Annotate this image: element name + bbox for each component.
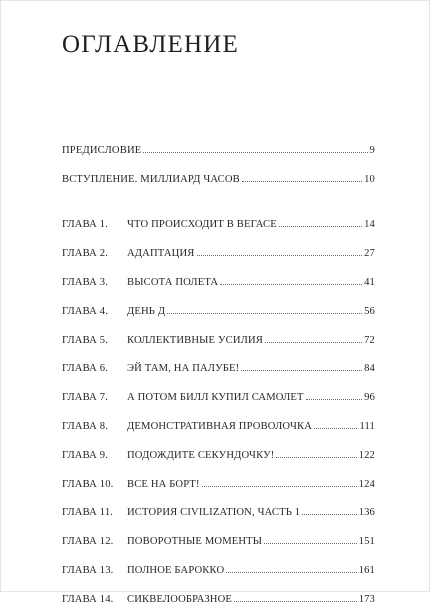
toc-entry-chapter-4 [62, 288, 375, 317]
dot-leader [197, 255, 363, 256]
toc-entry-title: ДЕНЬ Д [127, 305, 166, 317]
chapter-label: ГЛАВА 9. [62, 449, 109, 461]
toc-page-number: 151 [358, 536, 375, 548]
chapter-label: ГЛАВА 2. [62, 248, 109, 260]
toc-page-number: 27 [364, 248, 375, 260]
chapter-label: ГЛАВА 13. [62, 564, 114, 576]
chapter-label: ГЛАВА 6. [62, 363, 109, 375]
toc-page-number: 122 [358, 449, 375, 461]
toc-entry-title: ВСТУПЛЕНИЕ. МИЛЛИАРД ЧАСОВ [62, 173, 240, 185]
toc-entry-preface [62, 127, 375, 156]
toc-page-number: 136 [358, 507, 375, 519]
toc-page-number: 173 [358, 593, 375, 605]
toc-page-number: 72 [364, 334, 375, 346]
dot-leader [265, 342, 362, 343]
toc-page-number: 96 [364, 392, 375, 404]
toc-entry-chapter-11 [62, 490, 375, 519]
toc-entry-title: ПОВОРОТНЫЕ МОМЕНТЫ [127, 536, 263, 548]
dot-leader [306, 399, 362, 400]
dot-leader [302, 514, 356, 515]
toc-entry-chapter-12 [62, 518, 375, 547]
dot-leader [143, 152, 367, 153]
toc-entry-title: ПРЕДИСЛОВИЕ [62, 144, 142, 156]
toc-page-number: 41 [364, 276, 375, 288]
toc-entry-title: ЧТО ПРОИСХОДИТ В ВЕГАСЕ [127, 219, 277, 231]
toc-entry-chapter-7 [62, 374, 375, 403]
toc-entry-chapter-1 [62, 202, 375, 231]
toc-page-number: 124 [358, 478, 375, 490]
dot-leader [226, 572, 356, 573]
chapter-label: ГЛАВА 1. [62, 219, 109, 231]
toc-entry-introduction [62, 156, 375, 185]
toc-entry-title: ВСЕ НА БОРТ! [127, 478, 200, 490]
chapter-label: ГЛАВА 3. [62, 276, 109, 288]
chapter-label: ГЛАВА 7. [62, 392, 109, 404]
toc-entry-title: ПОЛНОЕ БАРОККО [127, 564, 225, 576]
chapter-label: ГЛАВА 11. [62, 507, 114, 519]
toc-page-number: 14 [364, 219, 375, 231]
chapter-label: ГЛАВА 4. [62, 305, 109, 317]
page-title: ОГЛАВЛЕНИЕ [62, 31, 239, 58]
toc-page-number: 10 [364, 173, 375, 185]
dot-leader [220, 284, 362, 285]
chapter-label: ГЛАВА 14. [62, 593, 114, 605]
dot-leader [314, 428, 357, 429]
toc-entry-title: ПОДОЖДИТЕ СЕКУНДОЧКУ! [127, 449, 275, 461]
toc-entry-chapter-5 [62, 317, 375, 346]
dot-leader [167, 313, 362, 314]
toc-entry-title: АДАПТАЦИЯ [127, 248, 195, 260]
dot-leader [242, 181, 362, 182]
toc-page-number: 161 [358, 564, 375, 576]
chapter-label: ГЛАВА 8. [62, 420, 109, 432]
dot-leader [279, 226, 362, 227]
toc-entry-chapter-9 [62, 432, 375, 461]
toc-entry-chapter-10 [62, 461, 375, 490]
toc-page-number: 111 [359, 420, 375, 432]
table-of-contents [62, 127, 375, 605]
toc-entry-chapter-8 [62, 403, 375, 432]
toc-page-number: 9 [369, 144, 375, 156]
toc-entry-chapter-2 [62, 230, 375, 259]
toc-page-number: 56 [364, 305, 375, 317]
dot-leader [202, 486, 357, 487]
dot-leader [241, 370, 362, 371]
dot-leader [276, 457, 356, 458]
toc-entry-chapter-14 [62, 576, 375, 605]
toc-entry-title: ВЫСОТА ПОЛЕТА [127, 276, 219, 288]
dot-leader [264, 543, 356, 544]
toc-entry-title: КОЛЛЕКТИВНЫЕ УСИЛИЯ [127, 334, 263, 346]
chapter-label: ГЛАВА 5. [62, 334, 109, 346]
chapter-label: ГЛАВА 12. [62, 536, 114, 548]
toc-entry-title: А ПОТОМ БИЛЛ КУПИЛ САМОЛЕТ [127, 392, 304, 404]
toc-entry-chapter-3 [62, 259, 375, 288]
toc-entry-chapter-6 [62, 346, 375, 375]
toc-page-number: 84 [364, 363, 375, 375]
chapter-label: ГЛАВА 10. [62, 478, 114, 490]
toc-entry-chapter-13 [62, 547, 375, 576]
toc-entry-title: ИСТОРИЯ CIVILIZATION, ЧАСТЬ 1 [127, 507, 301, 519]
dot-leader [234, 601, 357, 602]
toc-entry-title: ЭЙ ТАМ, НА ПАЛУБЕ! [127, 363, 240, 375]
toc-entry-title: ДЕМОНСТРАТИВНАЯ ПРОВОЛОЧКА [127, 420, 312, 432]
toc-entry-title: СИКВЕЛООБРАЗНОЕ [127, 593, 232, 605]
